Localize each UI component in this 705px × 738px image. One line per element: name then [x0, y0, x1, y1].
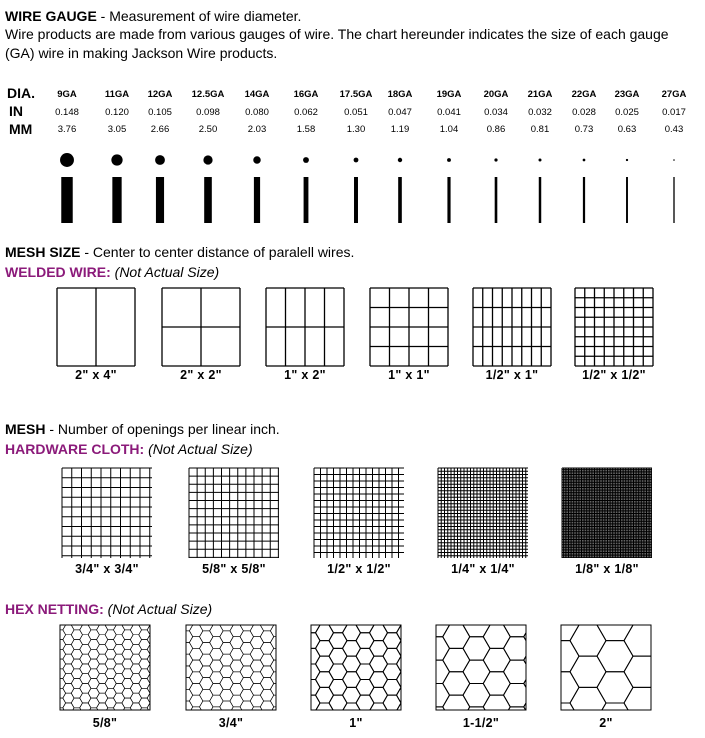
gauge-cross-section-dot: [494, 158, 497, 161]
hex-netting-note: (Not Actual Size): [107, 601, 213, 617]
gauge-cross-section-dot: [111, 154, 122, 165]
hardware-cloth-grid: [562, 468, 652, 558]
row-label-mm: MM: [9, 121, 33, 137]
gauge-cross-section-dot: [253, 156, 261, 164]
gauge-cross-section-dot: [60, 153, 74, 167]
gauge-wire-bar: [398, 177, 402, 223]
gauge-in: 0.025: [615, 107, 639, 118]
row-label-in: IN: [9, 103, 23, 119]
gauge-name: 11GA: [104, 89, 130, 100]
hex-netting-pattern: [169, 607, 294, 730]
hardware-cloth-heading: [5, 440, 253, 458]
row-label-dia: DIA.: [7, 85, 35, 101]
hex-netting-caption: 3/4": [218, 716, 244, 730]
gauge-name: 16GA: [293, 89, 319, 100]
gauge-wire-bar: [156, 177, 164, 223]
gauge-cross-section-dot: [673, 159, 675, 161]
wire-gauge-title: WIRE GAUGE: [5, 8, 97, 24]
welded-wire-grid: [266, 288, 344, 366]
gauge-mm: 0.73: [574, 124, 594, 135]
wire-gauge-title-suffix: - Measurement of wire diameter.: [96, 8, 302, 24]
gauge-wire-bar: [626, 177, 628, 223]
gauge-cross-section-dot: [583, 159, 586, 162]
gauge-in: 0.105: [148, 107, 172, 118]
gauge-in: 0.041: [437, 107, 461, 118]
gauge-in: 0.028: [572, 107, 596, 118]
gauge-mm: 1.19: [390, 124, 410, 135]
welded-wire-caption: 2" x 2": [180, 368, 222, 382]
hex-netting-pattern: [46, 610, 159, 722]
gauge-name: 9GA: [57, 89, 77, 100]
hardware-cloth-caption: 3/4" x 3/4": [75, 562, 139, 576]
hex-netting-caption: 5/8": [92, 716, 118, 730]
gauge-in: 0.032: [528, 107, 552, 118]
gauge-cross-section-dot: [539, 159, 542, 162]
gauge-mm: 0.86: [486, 124, 506, 135]
gauge-name: 19GA: [436, 89, 462, 100]
gauge-in: 0.047: [388, 107, 412, 118]
welded-wire-caption: 1/2" x 1": [485, 368, 539, 382]
gauge-in: 0.017: [662, 107, 686, 118]
hardware-cloth-caption: 1/4" x 1/4": [451, 562, 515, 576]
gauge-name: 14GA: [244, 89, 270, 100]
gauge-name: 23GA: [614, 89, 640, 100]
hardware-cloth-caption: 1/8" x 1/8": [575, 562, 639, 576]
gauge-mm: 0.81: [530, 124, 550, 135]
gauge-in: 0.062: [294, 107, 318, 118]
hardware-cloth-grid: [438, 468, 528, 558]
hardware-cloth-note: (Not Actual Size): [148, 441, 253, 457]
mesh-size-heading: [5, 243, 354, 261]
mesh-heading: [5, 420, 280, 438]
hex-netting-title: HEX NETTING:: [5, 601, 104, 617]
gauge-name: 17.5GA: [339, 89, 373, 100]
gauge-in: 0.120: [105, 107, 129, 118]
gauge-mm: 1.30: [346, 124, 366, 135]
gauge-mm: 3.05: [107, 124, 127, 135]
gauge-wire-bar: [254, 177, 260, 223]
welded-wire-grid: [575, 288, 653, 366]
gauge-wire-bar: [204, 177, 212, 223]
gauge-wire-bar: [447, 177, 450, 223]
welded-wire-caption: 1" x 2": [284, 368, 326, 382]
gauge-in: 0.148: [55, 107, 79, 118]
gauge-wire-bar: [583, 177, 585, 223]
mesh-title: MESH: [5, 421, 46, 437]
wire-gauge-description: Wire products are made from various gauges of wire. The chart hereunder indicates the size of each gauge (GA) wire in making Jackson Wire products.: [5, 26, 669, 61]
gauge-mm: 3.76: [57, 124, 77, 135]
gauge-wire-bar: [539, 177, 541, 223]
gauge-name: 27GA: [661, 89, 687, 100]
gauge-wire-bar: [304, 177, 309, 223]
gauge-wire-bar: [495, 177, 498, 223]
welded-wire-grid: [370, 288, 448, 366]
hardware-cloth-caption: 1/2" x 1/2": [327, 562, 391, 576]
gauge-cross-section-dot: [354, 158, 359, 163]
welded-wire-grid: [57, 288, 135, 366]
gauge-wire-bar: [112, 177, 121, 223]
welded-wire-grid: [473, 288, 551, 366]
hardware-cloth-title: HARDWARE CLOTH:: [5, 441, 145, 457]
gauge-cross-section-dot: [447, 158, 451, 162]
gauge-cross-section-dot: [155, 155, 165, 165]
mesh-size-title: MESH SIZE: [5, 244, 81, 260]
welded-wire-grid: [162, 288, 240, 366]
hardware-cloth-grid: [314, 468, 404, 558]
mesh-size-title-suffix: - Center to center distance of paralell wires.: [80, 244, 355, 260]
hardware-cloth-grid: [62, 468, 152, 558]
gauge-cross-section-dot: [398, 158, 402, 162]
welded-wire-caption: 2" x 4": [75, 368, 117, 382]
welded-wire-caption: 1/2" x 1/2": [582, 368, 646, 382]
gauge-mm: 2.66: [150, 124, 170, 135]
gauge-name: 22GA: [571, 89, 597, 100]
hex-netting-caption: 2": [599, 716, 613, 730]
hex-netting-heading: [5, 600, 212, 618]
gauge-name: 12.5GA: [191, 89, 225, 100]
gauge-mm: 2.50: [198, 124, 218, 135]
welded-wire-caption: 1" x 1": [388, 368, 430, 382]
gauge-mm: 2.03: [247, 124, 267, 135]
gauge-mm: 0.63: [617, 124, 637, 135]
gauge-name: 18GA: [387, 89, 413, 100]
gauge-in: 0.098: [196, 107, 220, 118]
welded-wire-title: WELDED WIRE:: [5, 264, 111, 280]
hex-netting-pattern: [516, 578, 687, 738]
mesh-title-suffix: - Number of openings per linear inch.: [45, 421, 280, 437]
gauge-cross-section-dot: [626, 159, 628, 161]
welded-wire-note: (Not Actual Size): [114, 264, 220, 280]
hex-netting-caption: 1": [349, 716, 363, 730]
gauge-mm: 1.04: [439, 124, 459, 135]
gauge-mm: 0.43: [664, 124, 684, 135]
hardware-cloth-caption: 5/8" x 5/8": [202, 562, 266, 576]
hex-netting-caption: 1-1/2": [462, 716, 500, 730]
gauge-in: 0.034: [484, 107, 508, 118]
welded-wire-heading: [5, 263, 219, 281]
gauge-name: 12GA: [147, 89, 173, 100]
hardware-cloth-grid: [189, 468, 279, 558]
gauge-wire-bar: [61, 177, 72, 223]
gauge-name: 20GA: [483, 89, 509, 100]
hex-netting-pattern: [289, 602, 415, 735]
gauge-wire-bar: [354, 177, 358, 223]
gauge-name: 21GA: [527, 89, 553, 100]
gauge-mm: 1.58: [296, 124, 316, 135]
gauge-wire-bar: [673, 177, 674, 223]
gauge-cross-section-dot: [203, 155, 212, 164]
gauge-cross-section-dot: [303, 157, 309, 163]
gauge-in: 0.080: [245, 107, 269, 118]
gauge-in: 0.051: [344, 107, 368, 118]
